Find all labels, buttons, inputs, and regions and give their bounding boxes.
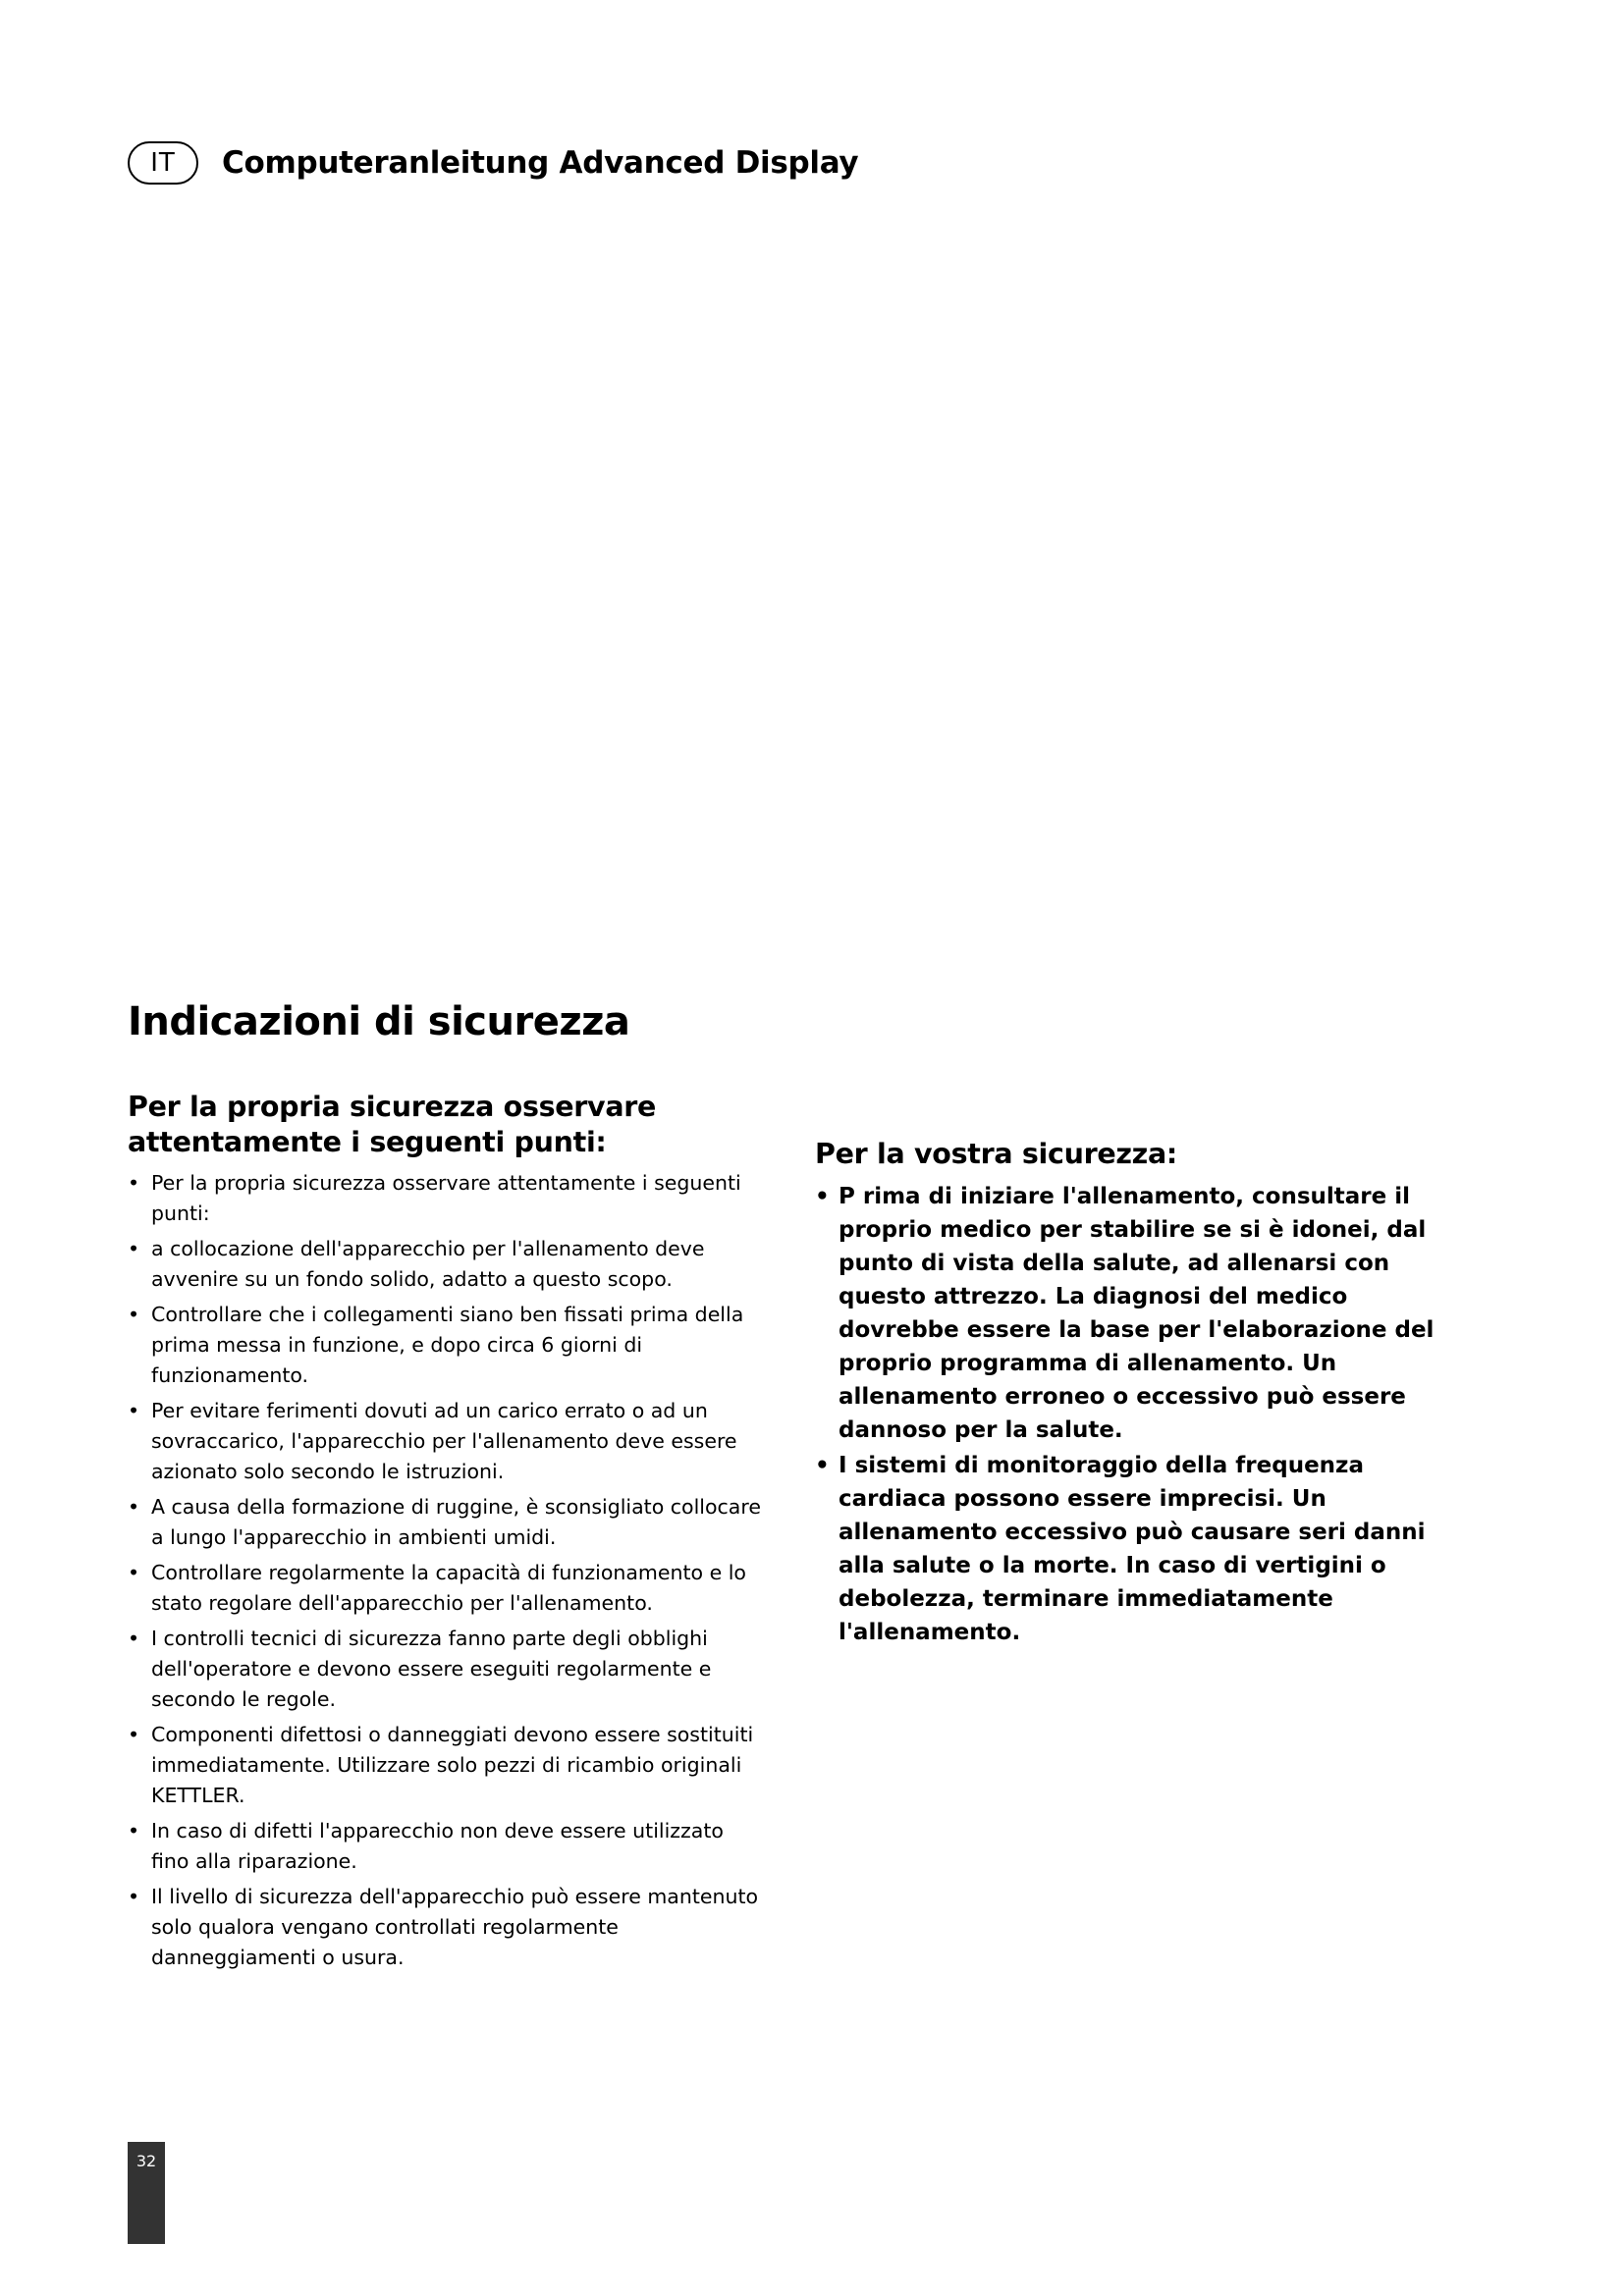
right-bullet-list [815, 1180, 1453, 1649]
left-column [128, 1090, 766, 1978]
list-item: • Componenti difettosi o danneggiati devono essere sostituiti immediatamente. Utilizzare solo pezzi di ricambio originali KETTLER. [128, 1720, 766, 1811]
page-number-tab [128, 2142, 165, 2244]
right-column [815, 1137, 1453, 1651]
list-item: • In caso di difetti l'apparecchio non deve essere utilizzato fino alla riparazione. [128, 1816, 766, 1877]
list-item: • Per evitare ferimenti dovuti ad un carico errato o ad un sovraccarico, l'apparecchio per l'allenamento deve essere azionato solo secondo le istruzioni. [128, 1396, 766, 1487]
language-badge: IT [128, 141, 198, 185]
list-item: • Il livello di sicurezza dell'apparecchio può essere mantenuto solo qualora vengano controllati regolarmente danneggiamenti o usura. [128, 1882, 766, 1973]
list-item: • P rima di iniziare l'allenamento, consultare il proprio medico per stabilire se si è idonei, dal punto di vista della salute, ad allenarsi con questo attrezzo. La diagnosi del medico dovrebbe essere la base per l'elaborazione del proprio programma di allenamento. Un allenamento erroneo o eccessivo può essere dannoso per la salute. [815, 1180, 1453, 1447]
list-item: • Controllare che i collegamenti siano ben fissati prima della prima messa in funzione, e dopo circa 6 giorni di funzionamento. [128, 1300, 766, 1391]
list-item: • Per la propria sicurezza osservare attentamente i seguenti punti: [128, 1168, 766, 1229]
list-item: • I controlli tecnici di sicurezza fanno parte degli obblighi dell'operatore e devono essere eseguiti regolarmente e secondo le regole. [128, 1624, 766, 1715]
list-item: • I sistemi di monitoraggio della frequenza cardiaca possono essere imprecisi. Un allenamento eccessivo può causare seri danni alla salute o la morte. In caso di vertigini o debolezza, terminare immediatamente l'allenamento. [815, 1449, 1453, 1649]
right-column-heading: Per la vostra sicurezza: [815, 1138, 1177, 1170]
left-column-heading: Per la propria sicurezza osservare attentamente i seguenti punti: [128, 1091, 657, 1158]
section-title: Indicazioni di sicurezza [128, 999, 630, 1044]
list-item: • A causa della formazione di ruggine, è sconsigliato collocare a lungo l'apparecchio in ambienti umidi. [128, 1492, 766, 1553]
page-header [128, 139, 858, 187]
page-number: 32 [135, 2152, 157, 2170]
list-item: • a collocazione dell'apparecchio per l'allenamento deve avvenire su un fondo solido, adatto a questo scopo. [128, 1234, 766, 1295]
manual-title: Computeranleitung Advanced Display [222, 145, 859, 181]
left-bullet-list [128, 1168, 766, 1973]
list-item: • Controllare regolarmente la capacità di funzionamento e lo stato regolare dell'apparecchio per l'allenamento. [128, 1558, 766, 1619]
